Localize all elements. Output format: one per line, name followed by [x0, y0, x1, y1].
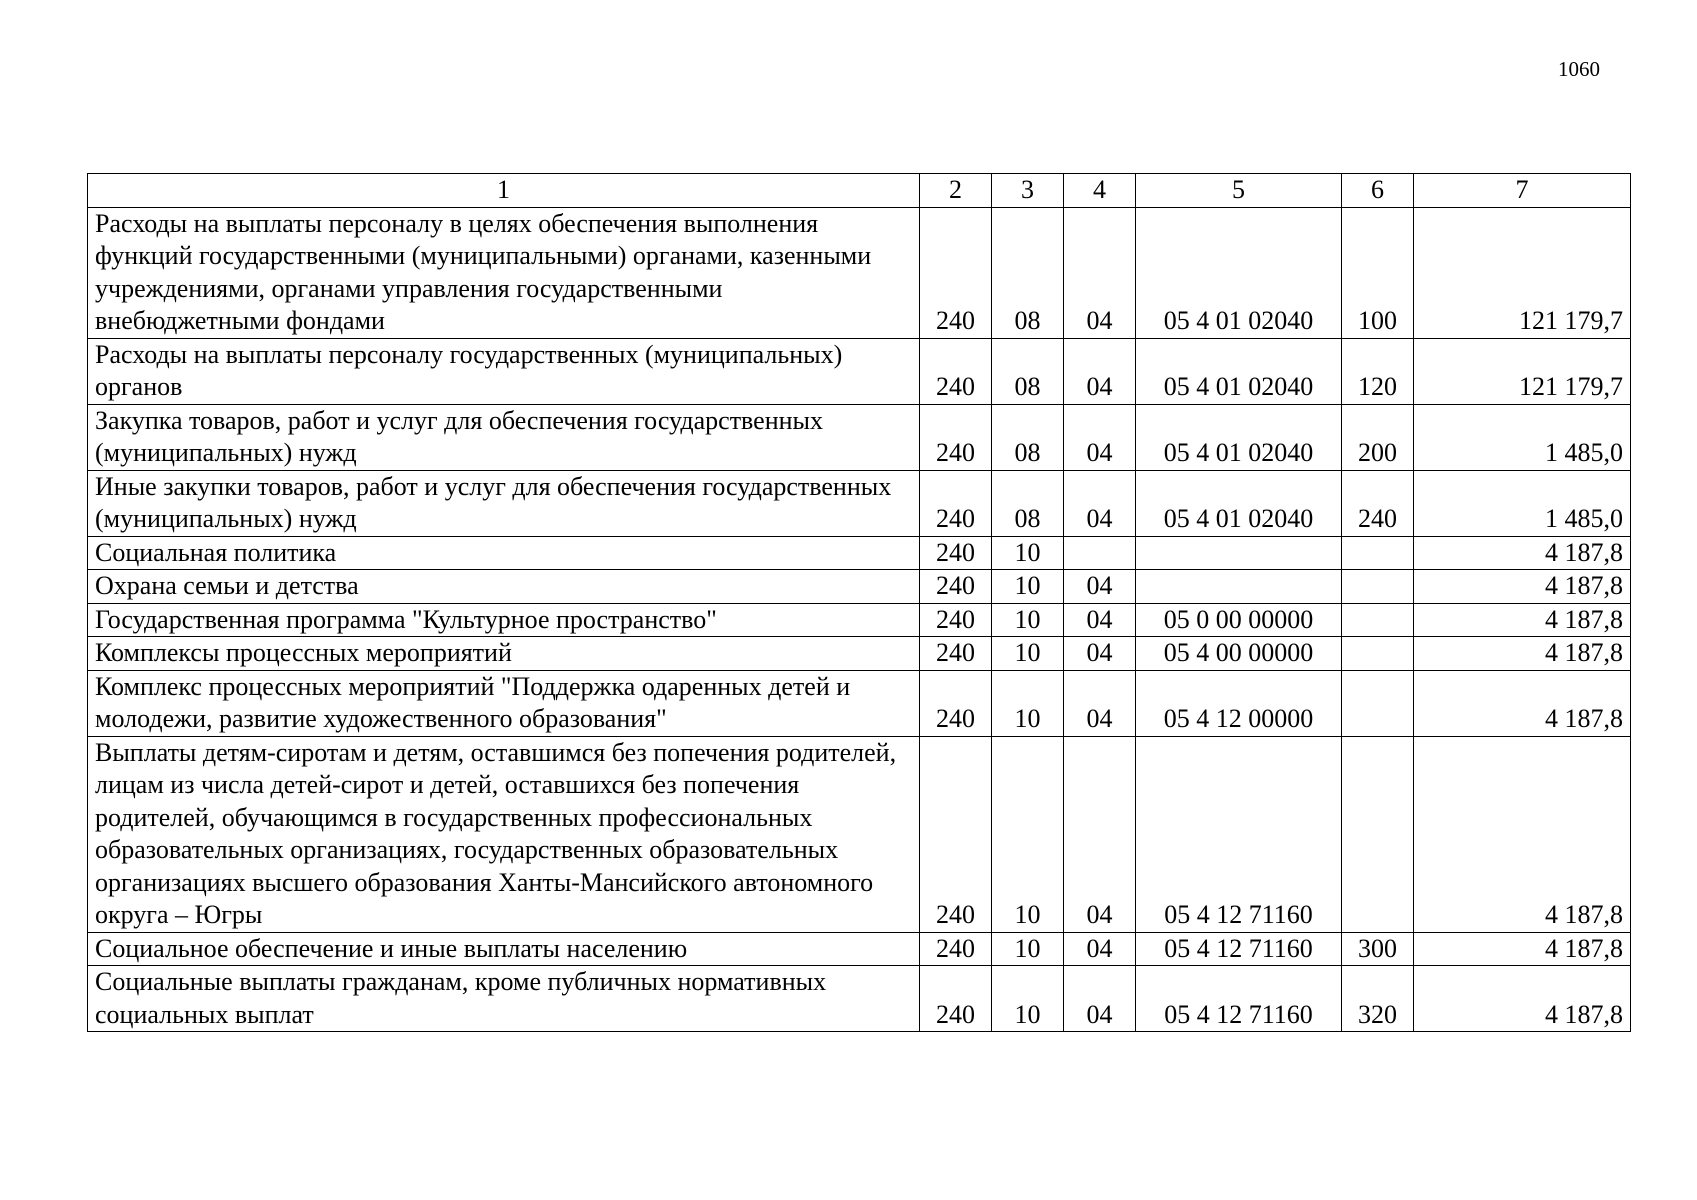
col5-cell: 05 4 01 02040 [1136, 207, 1342, 338]
table-row [88, 736, 1631, 932]
col4-cell: 04 [1064, 570, 1136, 604]
amount-cell: 4 187,8 [1414, 637, 1631, 671]
col4-cell: 04 [1064, 736, 1136, 932]
column-header-5: 5 [1136, 174, 1342, 208]
col4-cell: 04 [1064, 404, 1136, 470]
col4-cell: 04 [1064, 966, 1136, 1032]
table-row [88, 603, 1631, 637]
col5-cell: 05 4 00 00000 [1136, 637, 1342, 671]
col3-cell: 10 [992, 603, 1064, 637]
col3-cell: 08 [992, 470, 1064, 536]
col3-cell: 08 [992, 207, 1064, 338]
col5-cell: 05 4 12 71160 [1136, 736, 1342, 932]
col2-cell: 240 [920, 470, 992, 536]
row-name-cell: Охрана семьи и детства [88, 570, 920, 604]
col6-cell [1342, 536, 1414, 570]
col6-cell: 120 [1342, 338, 1414, 404]
col6-cell [1342, 603, 1414, 637]
table-row [88, 932, 1631, 966]
table-row [88, 637, 1631, 671]
col6-cell [1342, 637, 1414, 671]
col6-cell [1342, 570, 1414, 604]
col2-cell: 240 [920, 966, 992, 1032]
col3-cell: 08 [992, 404, 1064, 470]
col5-cell: 05 0 00 00000 [1136, 603, 1342, 637]
col6-cell [1342, 670, 1414, 736]
col4-cell: 04 [1064, 637, 1136, 671]
col3-cell: 10 [992, 570, 1064, 604]
row-name-cell: Комплексы процессных мероприятий [88, 637, 920, 671]
col3-cell: 08 [992, 338, 1064, 404]
col6-cell: 300 [1342, 932, 1414, 966]
col6-cell [1342, 736, 1414, 932]
col6-cell: 200 [1342, 404, 1414, 470]
col4-cell: 04 [1064, 932, 1136, 966]
col2-cell: 240 [920, 207, 992, 338]
col4-cell: 04 [1064, 470, 1136, 536]
amount-cell: 1 485,0 [1414, 404, 1631, 470]
col5-cell: 05 4 01 02040 [1136, 338, 1342, 404]
col5-cell: 05 4 12 71160 [1136, 932, 1342, 966]
col3-cell: 10 [992, 966, 1064, 1032]
table-row [88, 670, 1631, 736]
row-name-cell: Государственная программа "Культурное пространство" [88, 603, 920, 637]
table-row [88, 207, 1631, 338]
col5-cell: 05 4 01 02040 [1136, 404, 1342, 470]
amount-cell: 4 187,8 [1414, 570, 1631, 604]
amount-cell: 121 179,7 [1414, 207, 1631, 338]
table-row [88, 338, 1631, 404]
col3-cell: 10 [992, 536, 1064, 570]
column-header-4: 4 [1064, 174, 1136, 208]
row-name-cell: Социальная политика [88, 536, 920, 570]
col3-cell: 10 [992, 736, 1064, 932]
col4-cell: 04 [1064, 670, 1136, 736]
row-name-cell: Социальные выплаты гражданам, кроме публичных нормативных социальных выплат [88, 966, 920, 1032]
table-row [88, 404, 1631, 470]
col3-cell: 10 [992, 932, 1064, 966]
col5-cell: 05 4 01 02040 [1136, 470, 1342, 536]
row-name-cell: Расходы на выплаты персоналу в целях обеспечения выполнения функций государственными (муниципальными) органами, казенными учреждениями, органами управления государственными внебюджетными фондами [88, 207, 920, 338]
col4-cell: 04 [1064, 603, 1136, 637]
row-name-cell: Расходы на выплаты персоналу государственных (муниципальных) органов [88, 338, 920, 404]
col2-cell: 240 [920, 736, 992, 932]
col2-cell: 240 [920, 404, 992, 470]
amount-cell: 4 187,8 [1414, 603, 1631, 637]
table-row [88, 966, 1631, 1032]
table-row [88, 470, 1631, 536]
amount-cell: 4 187,8 [1414, 736, 1631, 932]
col6-cell: 320 [1342, 966, 1414, 1032]
col5-cell: 05 4 12 00000 [1136, 670, 1342, 736]
row-name-cell: Иные закупки товаров, работ и услуг для обеспечения государственных (муниципальных) нужд [88, 470, 920, 536]
column-header-7: 7 [1414, 174, 1631, 208]
table-row [88, 570, 1631, 604]
amount-cell: 4 187,8 [1414, 932, 1631, 966]
amount-cell: 4 187,8 [1414, 966, 1631, 1032]
col3-cell: 10 [992, 637, 1064, 671]
col2-cell: 240 [920, 932, 992, 966]
row-name-cell: Закупка товаров, работ и услуг для обеспечения государственных (муниципальных) нужд [88, 404, 920, 470]
col5-cell [1136, 536, 1342, 570]
col5-cell [1136, 570, 1342, 604]
col6-cell: 240 [1342, 470, 1414, 536]
page-number: 1060 [1558, 57, 1600, 81]
column-header-3: 3 [992, 174, 1064, 208]
col2-cell: 240 [920, 670, 992, 736]
amount-cell: 121 179,7 [1414, 338, 1631, 404]
column-header-1: 1 [88, 174, 920, 208]
amount-cell: 4 187,8 [1414, 536, 1631, 570]
col2-cell: 240 [920, 570, 992, 604]
row-name-cell: Социальное обеспечение и иные выплаты населению [88, 932, 920, 966]
row-name-cell: Выплаты детям-сиротам и детям, оставшимся без попечения родителей, лицам из числа детей-сирот и детей, оставшихся без попечения родителей, обучающимся в государственных профессиональных образовательных организациях, государственных образовательных организациях высшего образования Ханты-Мансийского автономного округа – Югры [88, 736, 920, 932]
column-header-2: 2 [920, 174, 992, 208]
col4-cell: 04 [1064, 338, 1136, 404]
header-row [88, 174, 1631, 208]
amount-cell: 1 485,0 [1414, 470, 1631, 536]
col2-cell: 240 [920, 536, 992, 570]
col4-cell [1064, 536, 1136, 570]
col4-cell: 04 [1064, 207, 1136, 338]
column-header-6: 6 [1342, 174, 1414, 208]
col6-cell: 100 [1342, 207, 1414, 338]
row-name-cell: Комплекс процессных мероприятий "Поддержка одаренных детей и молодежи, развитие художественного образования" [88, 670, 920, 736]
amount-cell: 4 187,8 [1414, 670, 1631, 736]
col5-cell: 05 4 12 71160 [1136, 966, 1342, 1032]
col2-cell: 240 [920, 338, 992, 404]
budget-table [87, 173, 1631, 1032]
col2-cell: 240 [920, 603, 992, 637]
col3-cell: 10 [992, 670, 1064, 736]
table-row [88, 536, 1631, 570]
col2-cell: 240 [920, 637, 992, 671]
